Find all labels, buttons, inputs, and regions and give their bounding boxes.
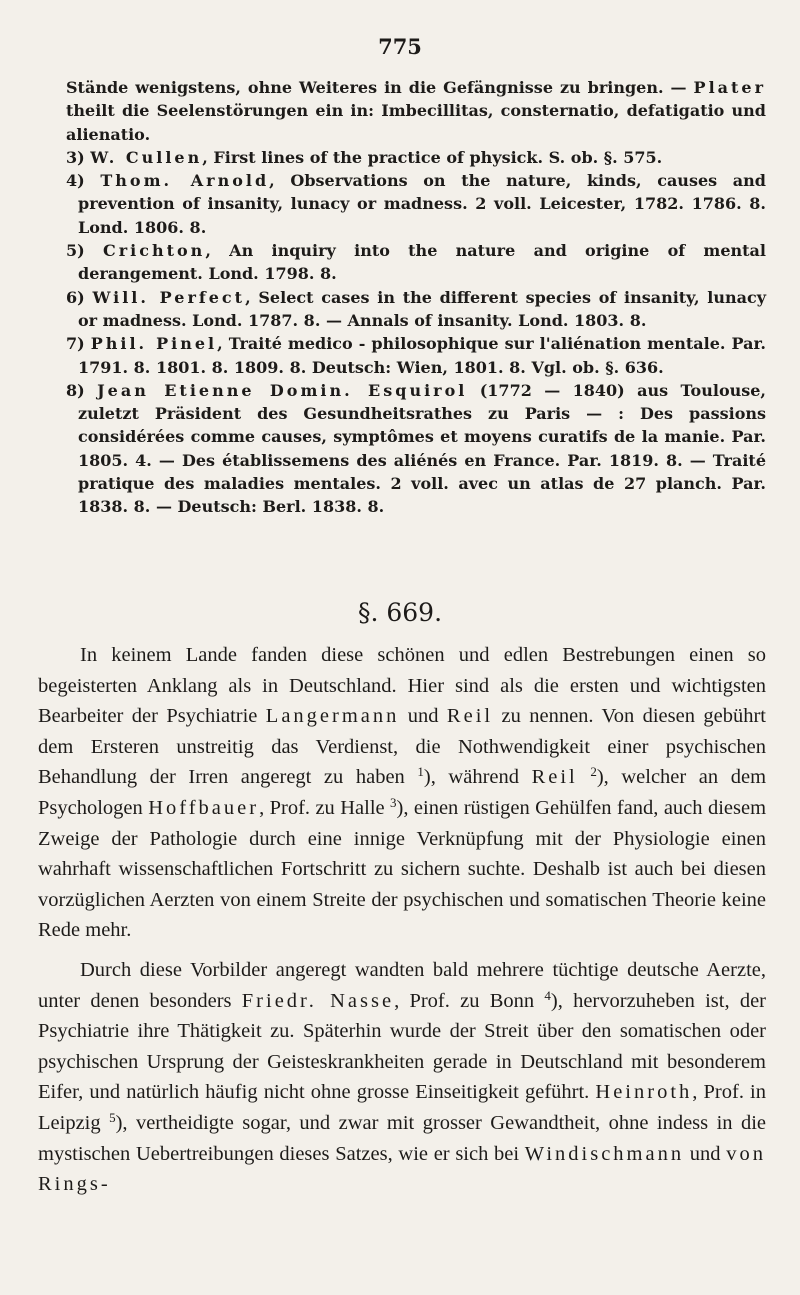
footnote-number: 3) — [66, 147, 85, 167]
footnote-text: , Select cases in the different species of insanity, lunacy or madness. Lond. 1787. 8. — Annals of insanity. Lond. 1803. 8. — [78, 287, 767, 330]
footnotes — [66, 76, 766, 519]
person-name: von Rings- — [38, 1142, 766, 1196]
author-name: Plater — [693, 78, 767, 97]
text-run: , Prof. zu Halle — [259, 796, 385, 819]
footnote-item — [66, 239, 766, 286]
paragraph — [38, 640, 766, 946]
text-run: , Prof. in Leipzig — [38, 1081, 766, 1134]
author-name: Will. Perfect — [92, 287, 246, 307]
person-name: Heinroth — [595, 1081, 693, 1104]
footnote-ref: 5 — [109, 1109, 116, 1125]
footnote-item — [66, 286, 766, 333]
text-run: ), während — [423, 766, 519, 789]
author-name: Thom. Arnold — [100, 171, 270, 191]
text-run: ), hervorzuheben ist, der Psychiatrie ihre Thätigkeit zu. Späterhin wurde der Streit über den somatischen oder psychischen Ursprung der Geisteskrankheiten gerade in Deutschland mit besonderem Eifer, und natürlich häufig nicht ohne grosse Einseitigkeit geführt. — [38, 989, 767, 1104]
footnote-number: 7) — [66, 334, 85, 354]
person-name: Reil — [531, 766, 578, 789]
person-name: Friedr. Nasse — [241, 989, 395, 1012]
text-run: Durch diese Vorbilder angeregt wandten bald mehrere tüchtige deutsche Aerzte, unter denen besonders — [38, 958, 766, 1012]
footnote-text: , Traité medico - philosophique sur l'aliénation mentale. Par. 1791. 8. 1801. 8. 1809. 8. Deutsch: Wien, 1801. 8. Vgl. ob. §. 636. — [78, 334, 766, 377]
footnote-text: , Observations on the nature, kinds, causes and prevention of insanity, lunacy or madness. 2 voll. Leicester, 1782. 1786. 8. Lond. 1806. 8. — [78, 171, 766, 237]
author-name: Crichton — [103, 241, 206, 261]
person-name: Langermann — [265, 705, 400, 728]
footnote-intro-rest: theilt die Seelenstörungen ein in: Imbecillitas, consternatio, defatigatio und alienatio. — [66, 101, 766, 144]
person-name: Windischmann — [524, 1142, 685, 1165]
footnote-ref: 4 — [544, 987, 551, 1003]
footnote-text: (1772 — 1840) aus Toulouse, zuletzt Präsident des Gesundheitsrathes zu Paris — : Des passions considérées comme causes, symptômes et moyens curatifs de la manie. Par. 1805. 4. — Des établissemens des aliénés en France. Par. 1819. 8. — Traité pratique des maladies mentales. 2 voll. avec un atlas de 27 planch. Par. 1838. 8. — Deutsch: Berl. 1838. 8. — [78, 380, 767, 517]
footnote-item — [66, 332, 766, 379]
author-name: Phil. Pinel — [90, 334, 218, 354]
author-name: Jean Etienne Domin. Esquirol — [97, 380, 468, 400]
text-run: ), vertheidigte sogar, und zwar mit grosser Gewandtheit, ohne indess in die mystischen Uebertreibungen dieses Satzes, wie er sich bei — [38, 1111, 766, 1165]
footnote-text: , An inquiry into the nature and origine of mental derangement. Lond. 1798. 8. — [78, 241, 766, 284]
text-run: In keinem Lande fanden diese schönen und edlen Bestrebungen einen so begeisterten Anklang als in Deutschland. Hier sind als die ersten und wichtigsten Bearbeiter der Psychiatrie — [38, 644, 766, 728]
text-run: und — [407, 705, 439, 728]
text-run: ), welcher an dem Psychologen — [38, 766, 767, 819]
footnote-item — [66, 146, 766, 169]
person-name: Hoffbauer — [148, 796, 260, 819]
text-run: und — [689, 1142, 721, 1165]
footnote-number: 8) — [66, 380, 85, 400]
paragraph — [38, 955, 766, 1200]
text-run: , Prof. zu Bonn — [394, 989, 535, 1012]
person-name: Reil — [446, 705, 494, 728]
text-run: zu nennen. Von diesen gebührt dem Ersteren unstreitig das Verdienst, die Nothwendigkeit einer psychischen Behandlung der Irren angeregt zu haben — [38, 705, 766, 789]
footnote-number: 4) — [66, 171, 85, 191]
footnote-ref: 3 — [390, 794, 397, 810]
footnote-item — [66, 169, 766, 239]
footnote-intro-line: Stände wenigstens, ohne Weiteres in die Gefängnisse zu bringen. — — [66, 78, 687, 97]
main-text — [38, 640, 766, 1200]
footnote-text: , First lines of the practice of physick. S. ob. §. 575. — [202, 147, 663, 167]
footnote-intro — [66, 76, 766, 146]
section-heading: §. 669. — [357, 598, 443, 627]
page-number: 775 — [378, 34, 422, 59]
footnote-item — [66, 379, 766, 519]
footnote-number: 5) — [66, 241, 85, 261]
footnote-number: 6) — [66, 287, 85, 307]
footnote-ref: 1 — [417, 764, 424, 780]
author-name: W. Cullen — [90, 147, 203, 167]
text-run: ), einen rüstigen Gehülfen fand, auch diesem Zweige der Pathologie durch eine innige Verknüpfung mit der Physiologie einen wahrhaft wissenschaftlichen Fortschritt zu sichern suchte. Deshalb ist auch bei diesen vorzüglichen Aerzten von einem Streite der psychischen und somatischen Theorie keine Rede mehr. — [38, 796, 767, 942]
footnote-ref: 2 — [590, 764, 597, 780]
